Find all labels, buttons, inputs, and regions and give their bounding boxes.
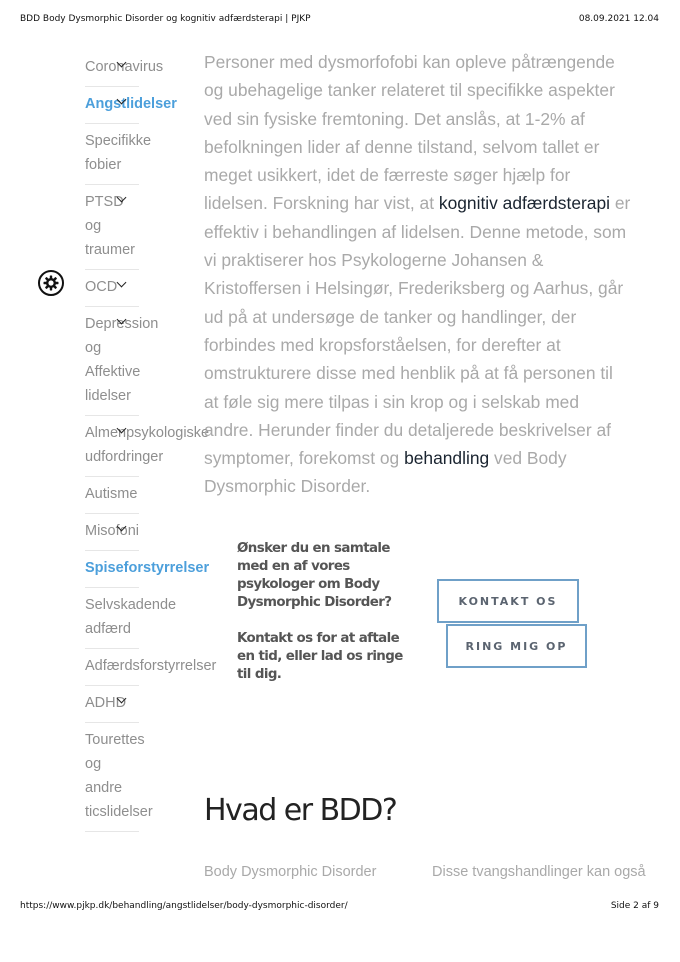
sidebar-nav	[85, 50, 217, 832]
intro-text-1: Personer med dysmorfofobi kan opleve påtrængende og ubehagelige tanker relateret til specifikke aspekter ved sin fysiske fremtoning. Det anslås, at 1-2% af befolkningen lider af denne tilstand, selvom tallet er meget usikkert, idet de færreste søger hjælp for lidelsen. Forskning har vist, at	[204, 52, 615, 214]
intro-text-3: ved Body Dysmorphic Disorder.	[204, 448, 567, 497]
sidebar-item[interactable]	[85, 416, 210, 477]
cta-text: Kontakt os for at aftale en tid, eller lad os ringe til dig.	[237, 631, 403, 682]
intro-text-2: er effektiv i behandlingen af lidelsen. Denne metode, som vi praktiserer hos Psykologerne Johansen & Kristoffersen i Helsingør, Frederiksberg og Aarhus, går ud på at undersøge de tanker og handlinger, der forbindes med kropsforståelsen, for derefter at omstrukturere disse med henblik på at få personen til at føle sig mere tilpas i sin krop og i selskab med andre. Herunder finder du detaljerede beskrivelser af symptomer, forekomst og	[204, 193, 631, 469]
sidebar-item-label: Adfærdsforstyrrelser	[85, 658, 217, 674]
cta-question: Ønsker du en samtale med en af vores psykologer om Body Dysmorphic Disorder?	[237, 541, 392, 610]
link-behandling[interactable]: behandling	[404, 448, 490, 469]
column-2-text: Disse tvangshandlinger kan også	[432, 864, 646, 880]
print-header-title: BDD Body Dysmorphic Disorder og kognitiv adfærdsterapi | PJKP	[20, 14, 311, 24]
print-footer-page: Side 2 af 9	[610, 901, 659, 911]
sidebar-item-label: Specifikke fobier	[85, 133, 152, 173]
sidebar-item[interactable]	[85, 270, 139, 307]
sidebar-item[interactable]	[85, 588, 177, 649]
sidebar-item[interactable]	[85, 185, 139, 270]
sidebar-item-label: Coronavirus	[85, 59, 164, 75]
print-header-datetime: 08.09.2021 12.04	[578, 14, 659, 24]
intro-paragraph	[204, 48, 632, 501]
sidebar-item[interactable]	[85, 87, 177, 124]
chevron-down-icon[interactable]	[117, 278, 127, 288]
sidebar-item[interactable]	[85, 307, 159, 416]
section-heading: Hvad er BDD?	[204, 793, 397, 828]
link-kognitiv-adfaerdsterapi[interactable]: kognitiv adfærdsterapi	[438, 193, 610, 214]
sidebar-item[interactable]	[85, 649, 217, 686]
column-1-text: Body Dysmorphic Disorder	[204, 864, 377, 880]
sidebar-item[interactable]	[85, 50, 164, 87]
gear-icon	[43, 275, 59, 291]
sidebar-item-label: Misofoni	[85, 523, 139, 539]
contact-button[interactable]: KONTAKT OS	[437, 579, 579, 623]
sidebar-item-label: Spiseforstyrrelser	[85, 560, 210, 576]
sidebar-item[interactable]	[85, 477, 139, 514]
sidebar-item-label: Autisme	[85, 486, 138, 502]
sidebar-item-label: OCD	[85, 279, 118, 295]
sidebar-item[interactable]	[85, 551, 210, 588]
sidebar-item-label: Almenpsykologiske udfordringer	[85, 425, 210, 465]
sidebar-item-label: PTSD og traumer	[85, 194, 135, 258]
sidebar-item[interactable]	[85, 723, 153, 832]
sidebar-item-label: Depression og Affektive lidelser	[85, 316, 159, 404]
sidebar-item-label: Selvskadende adfærd	[85, 597, 177, 637]
sidebar-item-label: Angstlidelser	[85, 96, 177, 112]
sidebar-item[interactable]	[85, 124, 152, 185]
sidebar-item-label: Tourettes og andre ticslidelser	[85, 732, 153, 820]
sidebar-item[interactable]	[85, 514, 139, 551]
print-footer-url: https://www.pjkp.dk/behandling/angstlidelser/body-dysmorphic-disorder/	[20, 901, 348, 911]
sidebar-item[interactable]	[85, 686, 139, 723]
cta-block	[237, 540, 405, 702]
call-me-button[interactable]: RING MIG OP	[446, 624, 587, 668]
sidebar-item-label: ADHD	[85, 695, 127, 711]
settings-button[interactable]	[38, 270, 64, 296]
